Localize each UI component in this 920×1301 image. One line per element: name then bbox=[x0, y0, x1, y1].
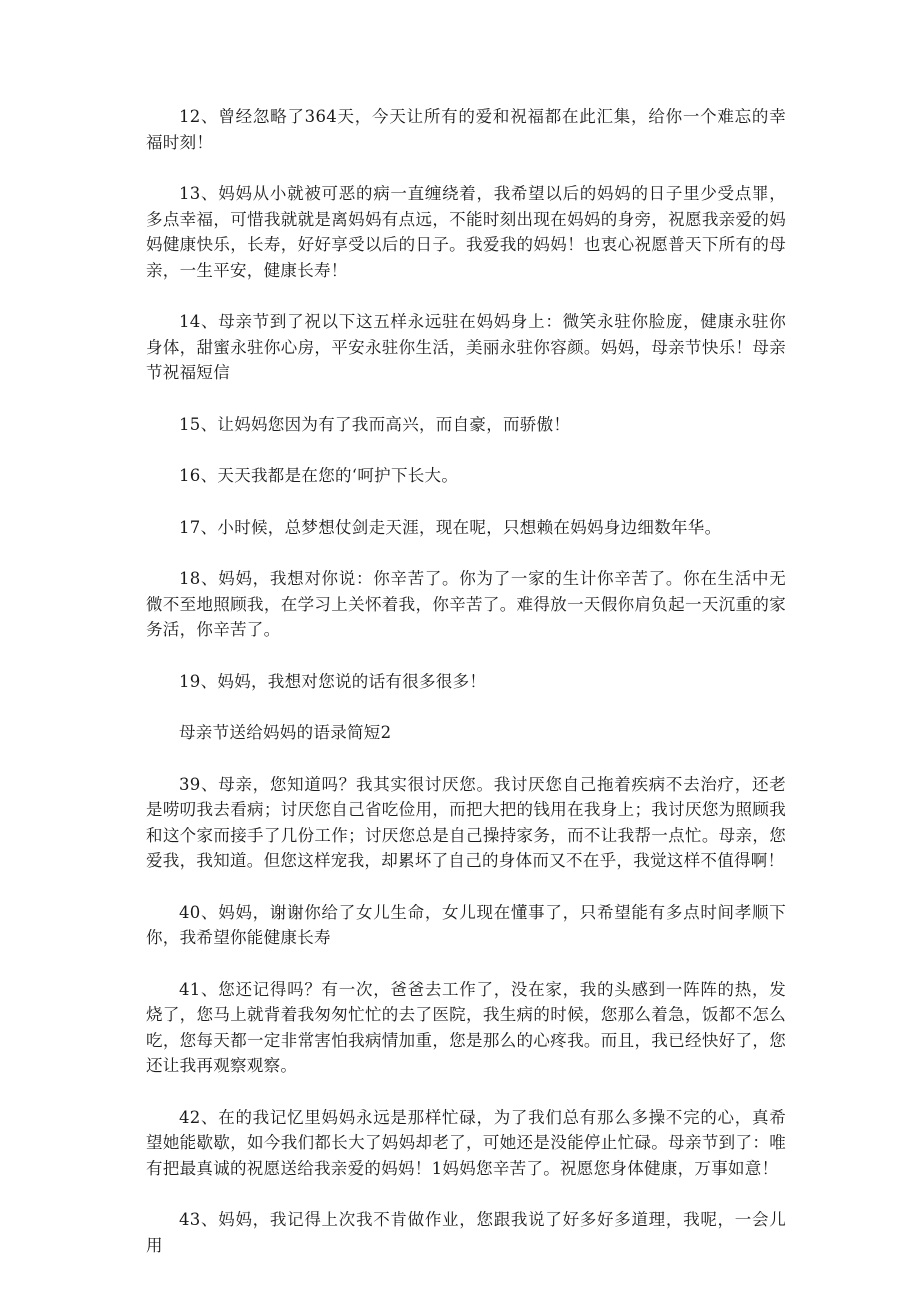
paragraph-19: 19、妈妈，我想对您说的话有很多很多！ bbox=[179, 671, 487, 691]
paragraph-12: 12、曾经忽略了364天，今天让所有的爱和祝福都在此汇集，给你一个难忘的幸福时刻！ bbox=[146, 107, 786, 152]
paragraph-14: 14、母亲节到了祝以下这五样永远驻在妈妈身上：微笑永驻你脸庞，健康永驻你身体，甜蜜永驻你心房，平安永驻你生活，美丽永驻你容颜。妈妈，母亲节快乐！母亲节祝福短信 bbox=[146, 312, 786, 382]
paragraph-15: 15、让妈妈您因为有了我而高兴，而自豪，而骄傲！ bbox=[179, 414, 571, 434]
section-heading: 母亲节送给妈妈的语录简短2 bbox=[179, 723, 392, 742]
document-body bbox=[146, 104, 786, 1284]
paragraph-41: 41、您还记得吗？有一次，爸爸去工作了，没在家，我的头感到一阵阵的热，发烧了，您马上就背着我匆匆忙忙的去了医院，我生病的时候，您那么着急，饭都不怎么吃，您每天都一定非常害怕我病情加重，您是那么的心疼我。而且，我已经快好了，您还让我再观察观察。 bbox=[146, 979, 786, 1075]
paragraph-42: 42、在的我记忆里妈妈永远是那样忙碌，为了我们总有那么多操不完的心，真希望她能歇歇，如今我们都长大了妈妈却老了，可她还是没能停止忙碌。母亲节到了：唯有把最真诚的祝愿送给我亲爱的妈妈！1妈妈您辛苦了。祝愿您身体健康，万事如意！ bbox=[146, 1107, 786, 1178]
paragraph-18: 18、妈妈，我想对你说：你辛苦了。你为了一家的生计你辛苦了。你在生活中无微不至地照顾我，在学习上关怀着我，你辛苦了。难得放一天假你肩负起一天沉重的家务活，你辛苦了。 bbox=[146, 569, 786, 639]
paragraph-40: 40、妈妈，谢谢你给了女儿生命，女儿现在懂事了，只希望能有多点时间孝顺下你，我希望你能健康长寿 bbox=[146, 902, 786, 947]
paragraph-17: 17、小时候，总梦想仗剑走天涯，现在呢，只想赖在妈妈身边细数年华。 bbox=[179, 517, 722, 537]
paragraph-16: 16、天天我都是在您的‘呵护下长大。 bbox=[179, 466, 459, 485]
paragraph-43: 43、妈妈，我记得上次我不肯做作业，您跟我说了好多好多道理，我呢，一会儿用 bbox=[146, 1210, 786, 1255]
paragraph-13: 13、妈妈从小就被可恶的病一直缠绕着，我希望以后的妈妈的日子里少受点罪，多点幸福，可惜我就就是离妈妈有点远，不能时刻出现在妈妈的身旁，祝愿我亲爱的妈妈健康快乐，长寿，好好享受以后的日子。我爱我的妈妈！也衷心祝愿普天下所有的母亲，一生平安，健康长寿！ bbox=[146, 184, 786, 280]
paragraph-39: 39、母亲，您知道吗？我其实很讨厌您。我讨厌您自己拖着疾病不去治疗，还老是唠叨我去看病；讨厌您自己省吃俭用，而把大把的钱用在我身上；我讨厌您为照顾我和这个家而接手了几份工作；讨厌您总是自己操持家务，而不让我帮一点忙。母亲，您爱我，我知道。但您这样宠我，却累坏了自己的身体而又不在乎，我觉这样不值得啊！ bbox=[146, 774, 786, 870]
